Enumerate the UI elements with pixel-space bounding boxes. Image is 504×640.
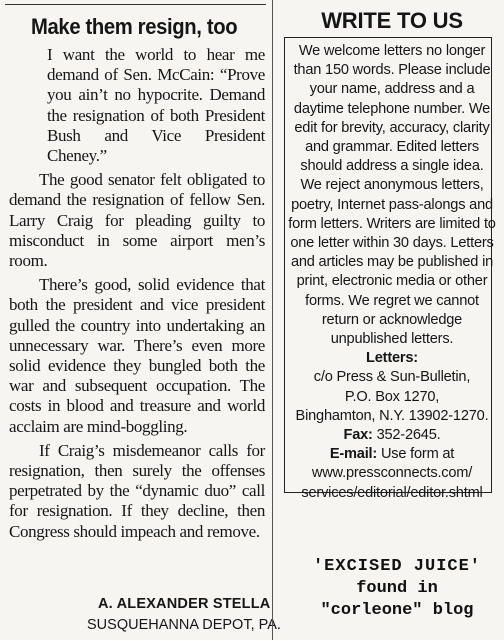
write-to-us-policy: We welcome letters no longer than 150 words. Please include your name, address and a daytime telephone number. We edit for brevity, accuracy, clarity and grammar. Edited letters should address a single idea. We reject anonymous letters, poetry, Internet pass-alongs and form letters. Writers are limited to one letter within 30 days. Letters and articles may be published in print, electronic media or other forms. We regret we cannot return or acknowledge unpublished letters. xyxy=(288,43,496,348)
write-to-us-column xyxy=(284,0,500,640)
letter-author: A. ALEXANDER STELLA xyxy=(98,596,271,612)
email-label: E-mail: xyxy=(329,446,378,463)
url-line-1: www.pressconnects.com/ xyxy=(311,465,473,482)
email-line xyxy=(288,445,496,464)
stamp-line-2: found in xyxy=(356,579,438,598)
write-to-us-title: WRITE TO US xyxy=(321,8,463,33)
letter-paragraph-1: I want the world to hear me demand of Sen. McCain: “Prove you ain’t no hypocrite. Demand the resignation of both President Bush and Vice President Cheney.” xyxy=(47,45,265,166)
fax-line xyxy=(288,426,496,445)
write-to-us-body xyxy=(288,42,496,503)
fax-label: Fax: xyxy=(343,427,373,444)
excised-juice-stamp xyxy=(294,556,500,622)
letter-paragraph-2: The good senator felt obligated to demand the resignation of fellow Sen. Larry Craig for pleading guilty to misconduct in some airport men’s room. xyxy=(9,170,265,271)
letters-label: Letters: xyxy=(366,350,418,367)
letter-headline: Make them resign, too xyxy=(31,14,238,39)
top-rule xyxy=(5,4,266,5)
email-value: Use form at xyxy=(380,446,455,463)
letter-location: SUSQUEHANNA DEPOT, PA. xyxy=(87,617,281,633)
letter-body xyxy=(9,45,265,546)
address-line-1: c/o Press & Sun-Bulletin, xyxy=(313,369,471,386)
stamp-line-3: "corleone" blog xyxy=(320,601,474,620)
stamp-line-1: 'EXCISED JUICE' xyxy=(312,557,482,576)
column-divider xyxy=(272,0,273,640)
fax-value: 352-2645. xyxy=(376,427,441,444)
address-line-3: Binghamton, N.Y. 13902-1270. xyxy=(295,407,489,424)
letter-paragraph-3: There’s good, solid evidence that both the president and vice president gulled the country into undertaking an unnecessary war. There’s even more solid evidence they bungled both the war and subsequent occupation. The costs in blood and treasure and world acclaim are mind-boggling. xyxy=(9,275,265,436)
letter-column xyxy=(5,0,281,640)
url-line-2: services/editorial/editor.shtml xyxy=(301,484,483,501)
address-line-2: P.O. Box 1270, xyxy=(344,388,440,405)
letter-paragraph-4: If Craig’s misdemeanor calls for resignation, then surely the offenses perpetrated by the “dynamic duo” call for resignation. If they decline, then Congress should impeach and remove. xyxy=(9,440,265,541)
